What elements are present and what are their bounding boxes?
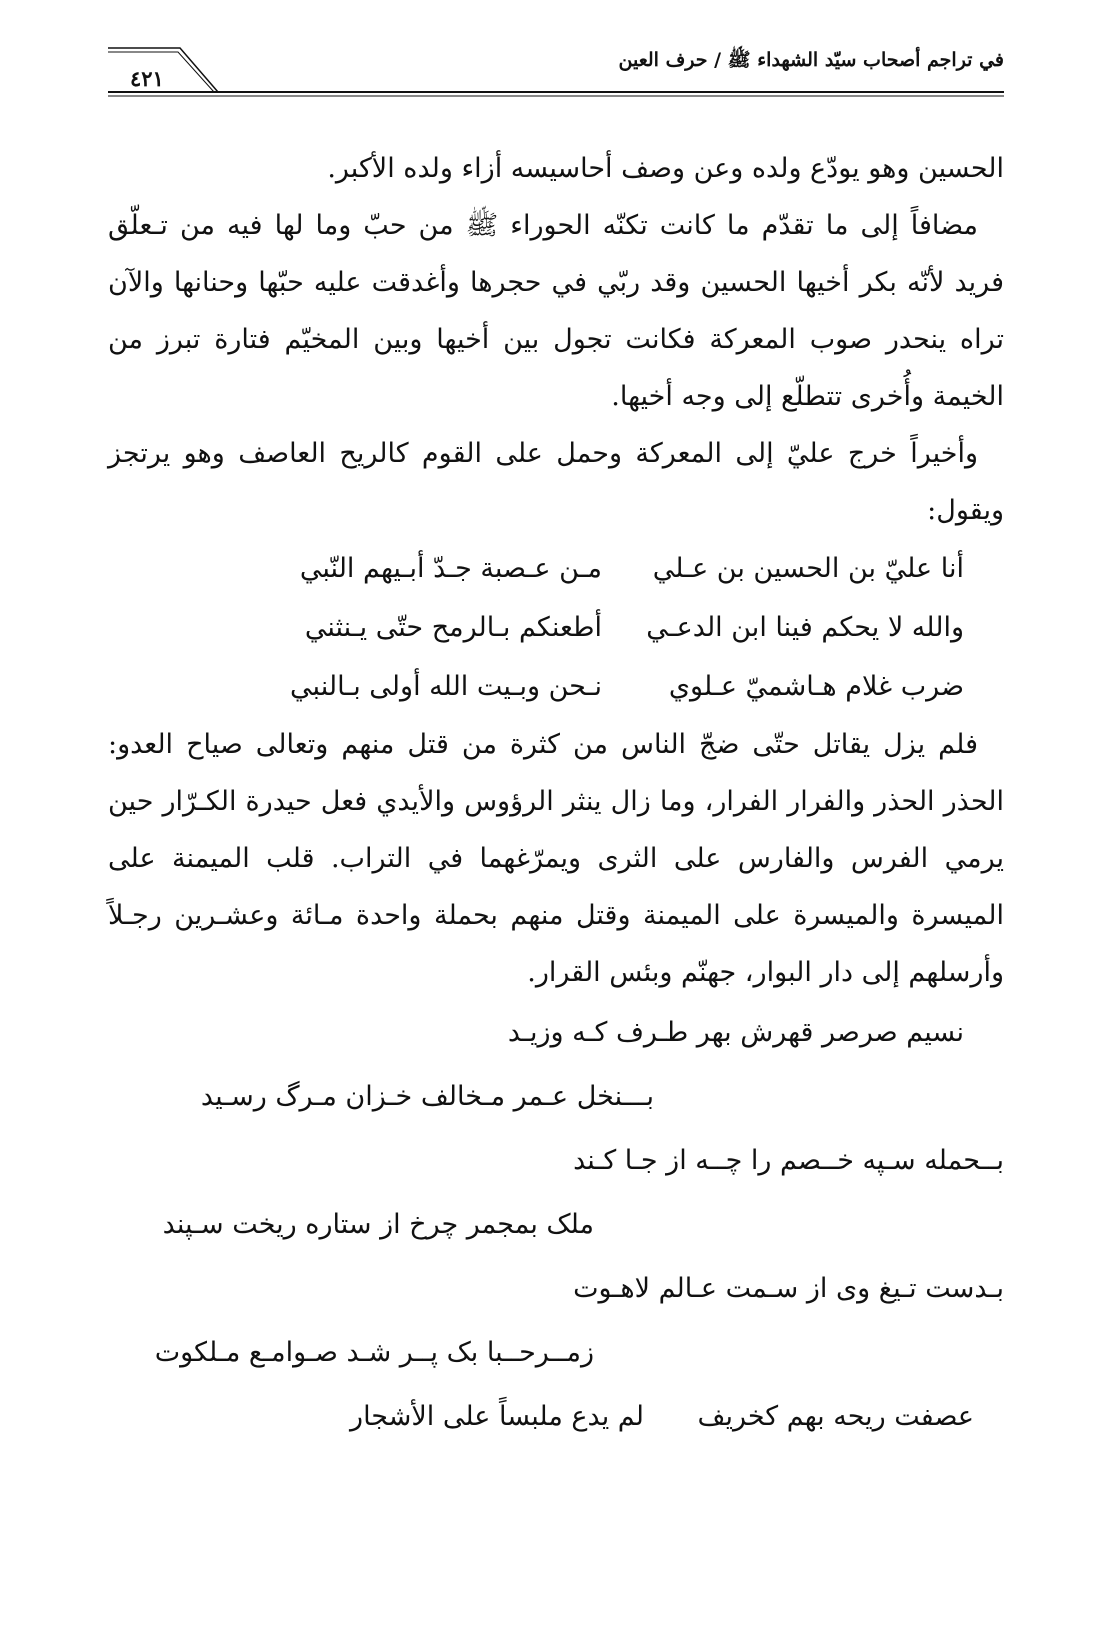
verse-1-second-hemistich: مـن عـصبة جـدّ أبـيهم النّبي bbox=[299, 553, 602, 584]
paragraph-1: الحسين وهو يودّع ولده وعن وصف أحاسيسه أزاء ولده الأكبر. bbox=[327, 153, 1004, 184]
verse-3-second-hemistich: نـحن وبـيت الله أولى بـالنبي bbox=[290, 671, 602, 702]
page-number: ٤٢١ bbox=[130, 66, 164, 91]
page-body bbox=[108, 140, 1004, 1449]
page-header bbox=[108, 42, 1004, 104]
verse-1-first-hemistich: أنا عليّ بن الحسين بن عـلي bbox=[652, 553, 964, 584]
verse-2 bbox=[108, 598, 1004, 657]
persian-line-6: زمــرحــبا بک پــر شـد صـوامـع مـلکوت bbox=[154, 1337, 594, 1368]
verse-3 bbox=[108, 657, 1004, 716]
paragraph-4: فلم يزل يقاتل حتّى ضجّ الناس من كثرة من قتل منهم وتعالى صياح العدو: الحذر الحذر والفرار الفرار، وما زال ينثر الرؤوس والأيدي فعل حيدرة الكـرّار حين يرمي الفرس والفارس على الثرى ويمرّغهما في التراب. قلب الميمنة على الميسرة والميسرة على الميمنة وقتل منهم بحملة واحدة مـائة وعشـرين رجـلاً وأرسلهم إلى دار البوار، جهنّم وبئس القرار. bbox=[108, 729, 1004, 988]
verse-3-first-hemistich: ضرب غلام هـاشميّ عـلوي bbox=[668, 671, 964, 702]
persian-line-2: بـــنخل عـمر مـخالف خـزان مـرگ رسـيد bbox=[200, 1081, 654, 1112]
paragraph-3: وأخيراً خرج عليّ إلى المعركة وحمل على القوم كالريح العاصف وهو يرتجز ويقول: bbox=[108, 438, 1004, 526]
persian-line-4: ملک بمجمر چرخ از ستاره ريخت سـپند bbox=[162, 1209, 594, 1240]
verse-2-second-hemistich: أطعنكم بـالرمح حتّى يـنثني bbox=[304, 612, 602, 643]
persian-line-5: بـدست تـيغ وی از سـمت عـالم لاهـوت bbox=[573, 1273, 1004, 1304]
verse-2-first-hemistich: والله لا يحكم فينا ابن الدعـي bbox=[646, 612, 964, 643]
verse-1 bbox=[108, 539, 1004, 598]
final-verse bbox=[108, 1385, 1004, 1449]
persian-line-3: بــحمله سـپه خــصم را چــه از جـا کـند bbox=[573, 1145, 1004, 1176]
paragraph-2: مضافاً إلى ما تقدّم ما كانت تكنّه الحوراء ﷺ من حبّ وما لها فيه من تـعلّق فريد لأنّه بكر أخيها الحسين وقد ربّي في حجرها وأغدقت عليه حبّها وحنانها والآن تراه ينحدر صوب المعركة فكانت تجول بين أخيها وبين المخيّم فتارة تبرز من الخيمة وأُخرى تتطلّع إلى وجه أخيها. bbox=[108, 210, 1004, 412]
running-title: في تراجم أصحاب سيّد الشهداء ﷺ / حرف العين bbox=[618, 49, 1004, 71]
final-verse-first-hemistich: عصفت ريحه بهم كخريف bbox=[697, 1401, 974, 1432]
final-verse-second-hemistich: لم يدع ملبساً على الأشجار bbox=[350, 1401, 644, 1432]
persian-line-1: نسيم صرصر قهرش بهر طـرف کـه وزيـد bbox=[507, 1017, 964, 1048]
